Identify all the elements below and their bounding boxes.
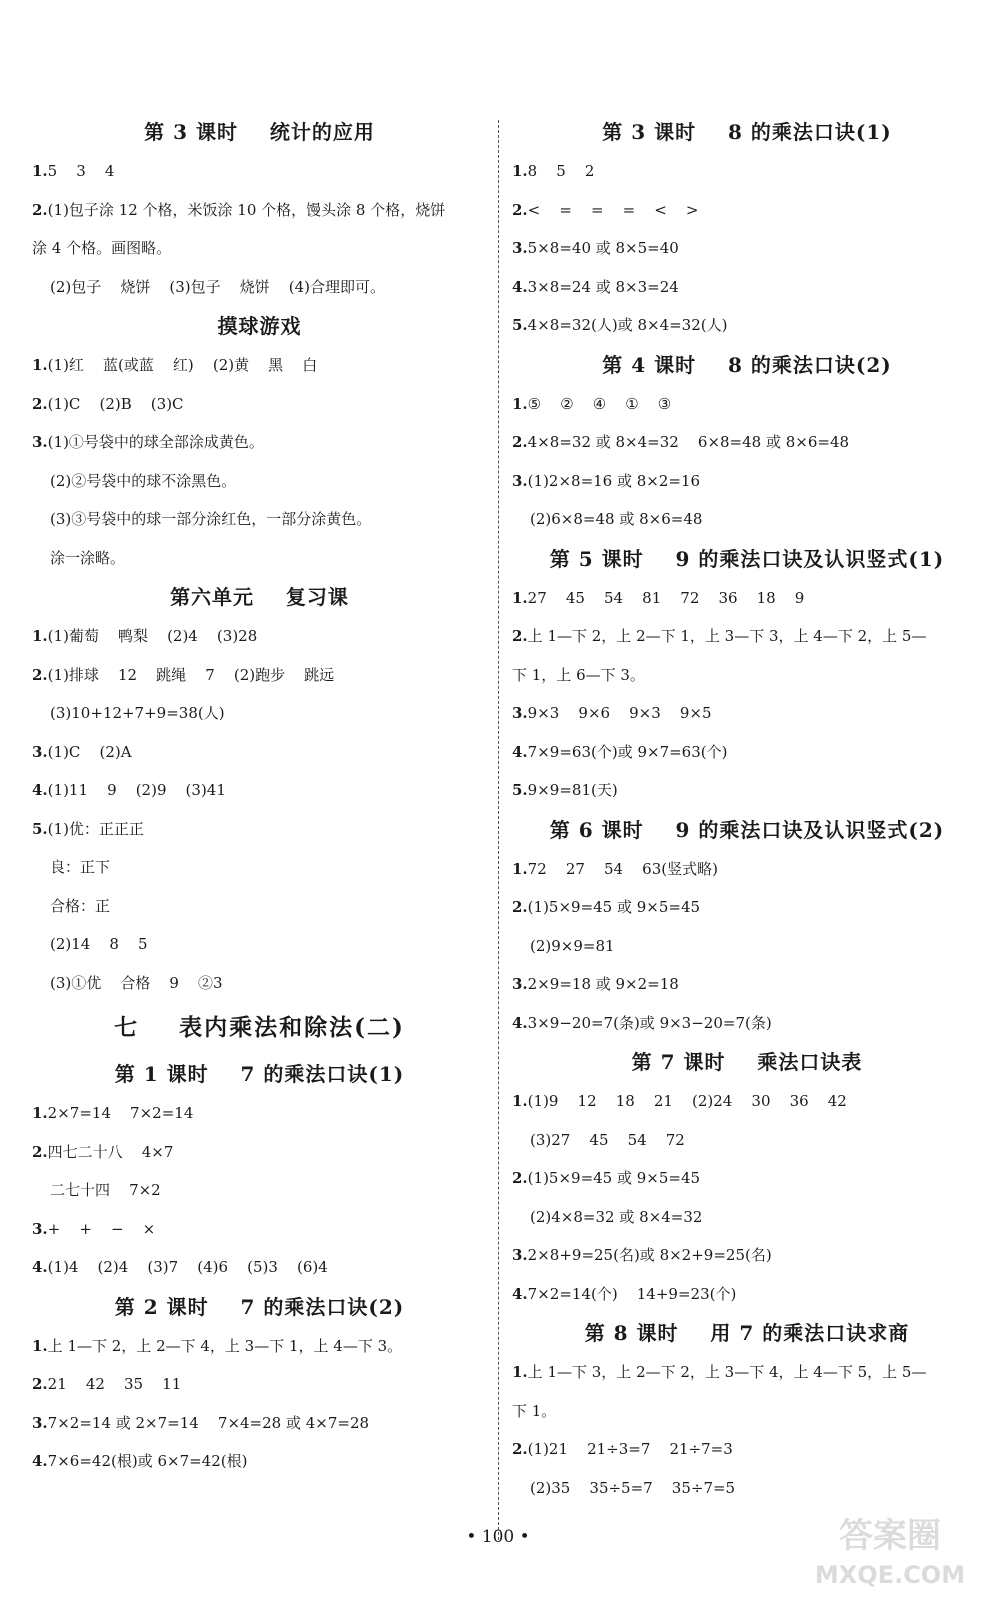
answer-line xyxy=(32,656,487,695)
question-number: 1. xyxy=(512,394,528,413)
answer-line xyxy=(512,462,982,501)
answer-line xyxy=(512,500,982,539)
answer-line xyxy=(32,848,487,887)
section-heading: 第 3 课时 统计的应用 xyxy=(144,120,375,144)
answer-line xyxy=(512,850,982,889)
answer-text: (2)6×8=48 或 8×6=48 xyxy=(530,510,703,528)
question-number: 1. xyxy=(32,1336,48,1355)
answer-line xyxy=(32,925,487,964)
answer-line xyxy=(32,462,487,501)
answer-text: (1)红 蓝(或蓝 红) (2)黄 黑 白 xyxy=(47,356,318,374)
answer-text: (1)21 21÷3=7 21÷7=3 xyxy=(527,1440,733,1458)
answer-text: 上 1—下 3，上 2—下 2，上 3—下 4，上 4—下 5，上 5— xyxy=(527,1363,927,1381)
section-heading: 第 6 课时 9 的乘法口诀及认识竖式(2) xyxy=(549,817,945,842)
section-heading: 第六单元 复习课 xyxy=(170,585,349,609)
question-number: 2. xyxy=(512,433,528,451)
left-column xyxy=(32,112,487,1481)
question-number: 3. xyxy=(512,1246,528,1264)
question-number: 2. xyxy=(32,1375,48,1393)
answer-text: (2)4×8=32 或 8×4=32 xyxy=(530,1207,703,1226)
answer-text: (1)葡萄 鸭梨 (2)4 (3)28 xyxy=(47,627,258,645)
answer-line xyxy=(32,268,487,307)
watermark-line1: 答案圈 xyxy=(839,1516,941,1556)
answer-text: 8 5 2 xyxy=(527,162,595,180)
answer-line xyxy=(512,1275,982,1314)
question-number: 1. xyxy=(32,356,48,374)
question-number: 1. xyxy=(32,627,48,645)
answer-line xyxy=(32,810,487,849)
answer-text: 7×2=14 或 2×7=14 7×4=28 或 4×7=28 xyxy=(47,1413,370,1432)
answer-text: 5 3 4 xyxy=(47,162,115,180)
question-number: 3. xyxy=(512,471,528,490)
answer-line xyxy=(512,385,982,424)
answer-line xyxy=(32,500,487,539)
question-number: 5. xyxy=(512,781,528,799)
answer-text: 下 1，上 6—下 3。 xyxy=(512,665,645,684)
question-number: 4. xyxy=(512,1284,528,1303)
answer-line xyxy=(32,385,487,424)
answer-text: 9×9=81(天) xyxy=(527,781,618,799)
question-number: 3. xyxy=(512,239,528,257)
question-number: 2. xyxy=(32,665,48,684)
answer-text: (1)排球 12 跳绳 7 (2)跑步 跳远 xyxy=(47,665,335,684)
answer-line xyxy=(512,268,982,307)
answer-line xyxy=(32,1365,487,1404)
question-number: 3. xyxy=(32,1219,48,1238)
answer-line xyxy=(32,1442,487,1481)
answer-text: 27 45 54 81 72 36 18 9 xyxy=(527,588,805,607)
answer-line xyxy=(512,888,982,927)
right-column xyxy=(512,112,982,1507)
answer-text: (1)11 9 (2)9 (3)41 xyxy=(47,781,226,799)
question-number: 2. xyxy=(512,1440,528,1458)
answer-line xyxy=(512,1430,982,1469)
question-number: 2. xyxy=(512,200,528,219)
answer-line xyxy=(32,1133,487,1172)
answer-text: 4×8=32(人)或 8×4=32(人) xyxy=(527,316,728,334)
answer-text: 7×9=63(个)或 9×7=63(个) xyxy=(527,742,728,761)
answer-line xyxy=(32,152,487,191)
answer-text: (1)C (2)B (3)C xyxy=(47,394,184,413)
watermark-logo xyxy=(800,1505,980,1595)
answer-text: 合格：正 xyxy=(50,896,111,915)
question-number: 3. xyxy=(32,742,48,761)
answer-line xyxy=(512,1392,982,1431)
answer-line xyxy=(512,1004,982,1043)
question-number: 5. xyxy=(32,819,48,838)
question-number: 4. xyxy=(32,781,48,799)
answer-line xyxy=(32,1094,487,1133)
question-number: 2. xyxy=(32,394,48,413)
answer-text: 二七十四 7×2 xyxy=(50,1181,161,1199)
answer-line xyxy=(32,539,487,578)
answer-line xyxy=(32,1327,487,1366)
answer-text: 四七二十八 4×7 xyxy=(47,1142,174,1161)
answer-line xyxy=(512,965,982,1004)
answer-text: 2×9=18 或 9×2=18 xyxy=(527,975,679,993)
answer-line xyxy=(512,1469,982,1508)
answer-line xyxy=(32,1171,487,1210)
answer-line xyxy=(512,306,982,345)
answer-text: 良：正下 xyxy=(50,858,111,876)
answer-line xyxy=(32,694,487,733)
answer-line xyxy=(32,1248,487,1287)
answer-text: 3×9−20=7(条)或 9×3−20=7(条) xyxy=(527,1013,772,1032)
question-number: 2. xyxy=(512,627,528,645)
answer-line xyxy=(32,1210,487,1249)
answer-line xyxy=(512,152,982,191)
answer-text: 涂 4 个格。画图略。 xyxy=(32,239,172,257)
answer-line xyxy=(32,733,487,772)
watermark-line2: MXQE.COM xyxy=(814,1561,966,1589)
answer-text: (3)10+12+7+9=38(人) xyxy=(50,704,225,722)
page-number: • 100 • xyxy=(466,1527,530,1547)
answer-text: (2)9×9=81 xyxy=(530,936,615,955)
answer-text: (2)14 8 5 xyxy=(50,935,148,953)
answer-text: (1)优：正正正 xyxy=(47,819,144,838)
question-number: 4. xyxy=(512,1013,528,1032)
answer-text: 7×2=14(个) 14+9=23(个) xyxy=(527,1284,737,1303)
answer-line xyxy=(512,1236,982,1275)
answer-line xyxy=(32,617,487,656)
answer-text: < = = = < > xyxy=(527,200,699,219)
answer-text: (2)②号袋中的球不涂黑色。 xyxy=(50,471,237,490)
answer-text: (1)5×9=45 或 9×5=45 xyxy=(527,898,701,916)
answer-line xyxy=(32,191,487,230)
answer-text: ⑤ ② ④ ① ③ xyxy=(527,394,672,413)
answer-text: 7×6=42(根)或 6×7=42(根) xyxy=(47,1452,248,1470)
answer-text: (1)包子涂 12 个格，米饭涂 10 个格，馒头涂 8 个格，烧饼 xyxy=(47,200,446,219)
question-number: 1. xyxy=(512,162,528,180)
answer-text: (1)C (2)A xyxy=(47,742,132,761)
question-number: 2. xyxy=(32,1142,48,1161)
answer-text: (1)2×8=16 或 8×2=16 xyxy=(527,471,701,490)
section-heading: 第 1 课时 7 的乘法口诀(1) xyxy=(114,1062,405,1086)
answer-text: 4×8=32 或 8×4=32 6×8=48 或 8×6=48 xyxy=(527,433,850,451)
answer-text: (1)4 (2)4 (3)7 (4)6 (5)3 (6)4 xyxy=(47,1258,328,1276)
answer-text: (2)35 35÷5=7 35÷7=5 xyxy=(530,1478,736,1497)
section-heading: 第 4 课时 8 的乘法口诀(2) xyxy=(602,352,892,377)
answer-text: 21 42 35 11 xyxy=(47,1375,182,1393)
section-heading: 第 2 课时 7 的乘法口诀(2) xyxy=(114,1294,405,1319)
section-heading: 摸球游戏 xyxy=(217,314,302,338)
answer-line xyxy=(32,423,487,462)
answer-line xyxy=(32,346,487,385)
question-number: 1. xyxy=(512,1092,528,1110)
unit-title: 七 表内乘法和除法(二) xyxy=(114,1014,405,1041)
answer-line xyxy=(512,927,982,966)
answer-text: 上 1—下 2，上 2—下 4，上 3—下 1，上 4—下 3。 xyxy=(47,1336,403,1355)
answer-line xyxy=(512,579,982,618)
answer-text: 9×3 9×6 9×3 9×5 xyxy=(527,704,712,722)
answer-text: 上 1—下 2，上 2—下 1，上 3—下 3，上 4—下 2，上 5— xyxy=(527,627,927,645)
answer-text: 5×8=40 或 8×5=40 xyxy=(527,239,679,257)
answer-line xyxy=(32,229,487,268)
answer-line xyxy=(32,1404,487,1443)
question-number: 3. xyxy=(32,433,48,451)
answer-line xyxy=(512,1082,982,1121)
question-number: 1. xyxy=(512,588,528,607)
answer-line xyxy=(512,1121,982,1160)
answer-line xyxy=(512,1159,982,1198)
answer-text: (3)①优 合格 9 ②3 xyxy=(50,973,223,992)
question-number: 5. xyxy=(512,316,528,334)
answer-line xyxy=(512,191,982,230)
answer-line xyxy=(512,656,982,695)
question-number: 2. xyxy=(512,1169,528,1187)
answer-line xyxy=(32,887,487,926)
answer-text: 3×8=24 或 8×3=24 xyxy=(527,277,679,296)
question-number: 4. xyxy=(32,1258,48,1276)
question-number: 1. xyxy=(512,1363,528,1381)
question-number: 3. xyxy=(512,975,528,993)
question-number: 2. xyxy=(512,898,528,916)
answer-text: (3)③号袋中的球一部分涂红色，一部分涂黄色。 xyxy=(50,510,372,528)
answer-text: (1)9 12 18 21 (2)24 30 36 42 xyxy=(527,1092,847,1110)
section-heading: 第 8 课时 用 7 的乘法口诀求商 xyxy=(584,1321,910,1345)
answer-text: 72 27 54 63(竖式略) xyxy=(527,859,718,878)
answer-text: (3)27 45 54 72 xyxy=(530,1130,685,1149)
answer-line xyxy=(32,964,487,1003)
answer-text: 涂一涂略。 xyxy=(50,548,126,567)
answer-line xyxy=(512,694,982,733)
answer-line xyxy=(512,423,982,462)
answer-line xyxy=(512,617,982,656)
answer-line xyxy=(32,771,487,810)
column-divider xyxy=(498,120,499,1540)
question-number: 2. xyxy=(32,200,48,219)
answer-line xyxy=(512,733,982,772)
section-heading: 第 3 课时 8 的乘法口诀(1) xyxy=(602,120,892,144)
answer-text: 2×7=14 7×2=14 xyxy=(47,1104,194,1122)
answer-text: (1)①号袋中的球全部涂成黄色。 xyxy=(47,433,264,451)
section-heading: 第 7 课时 乘法口诀表 xyxy=(631,1050,863,1074)
question-number: 3. xyxy=(512,704,528,722)
answer-text: + + − × xyxy=(47,1219,156,1238)
question-number: 4. xyxy=(512,277,528,296)
answer-line xyxy=(512,229,982,268)
question-number: 1. xyxy=(512,859,528,878)
answer-text: 下 1。 xyxy=(512,1401,557,1420)
question-number: 4. xyxy=(32,1452,48,1470)
question-number: 4. xyxy=(512,742,528,761)
answer-text: 2×8+9=25(名)或 8×2+9=25(名) xyxy=(527,1246,772,1264)
answer-line xyxy=(512,1198,982,1237)
answer-line xyxy=(512,1353,982,1392)
question-number: 1. xyxy=(32,162,48,180)
answer-line xyxy=(512,771,982,810)
question-number: 3. xyxy=(32,1413,48,1432)
answer-text: (2)包子 烧饼 (3)包子 烧饼 (4)合理即可。 xyxy=(50,277,386,296)
section-heading: 第 5 课时 9 的乘法口诀及认识竖式(1) xyxy=(549,546,945,571)
answer-text: (1)5×9=45 或 9×5=45 xyxy=(527,1169,701,1187)
question-number: 1. xyxy=(32,1104,48,1122)
